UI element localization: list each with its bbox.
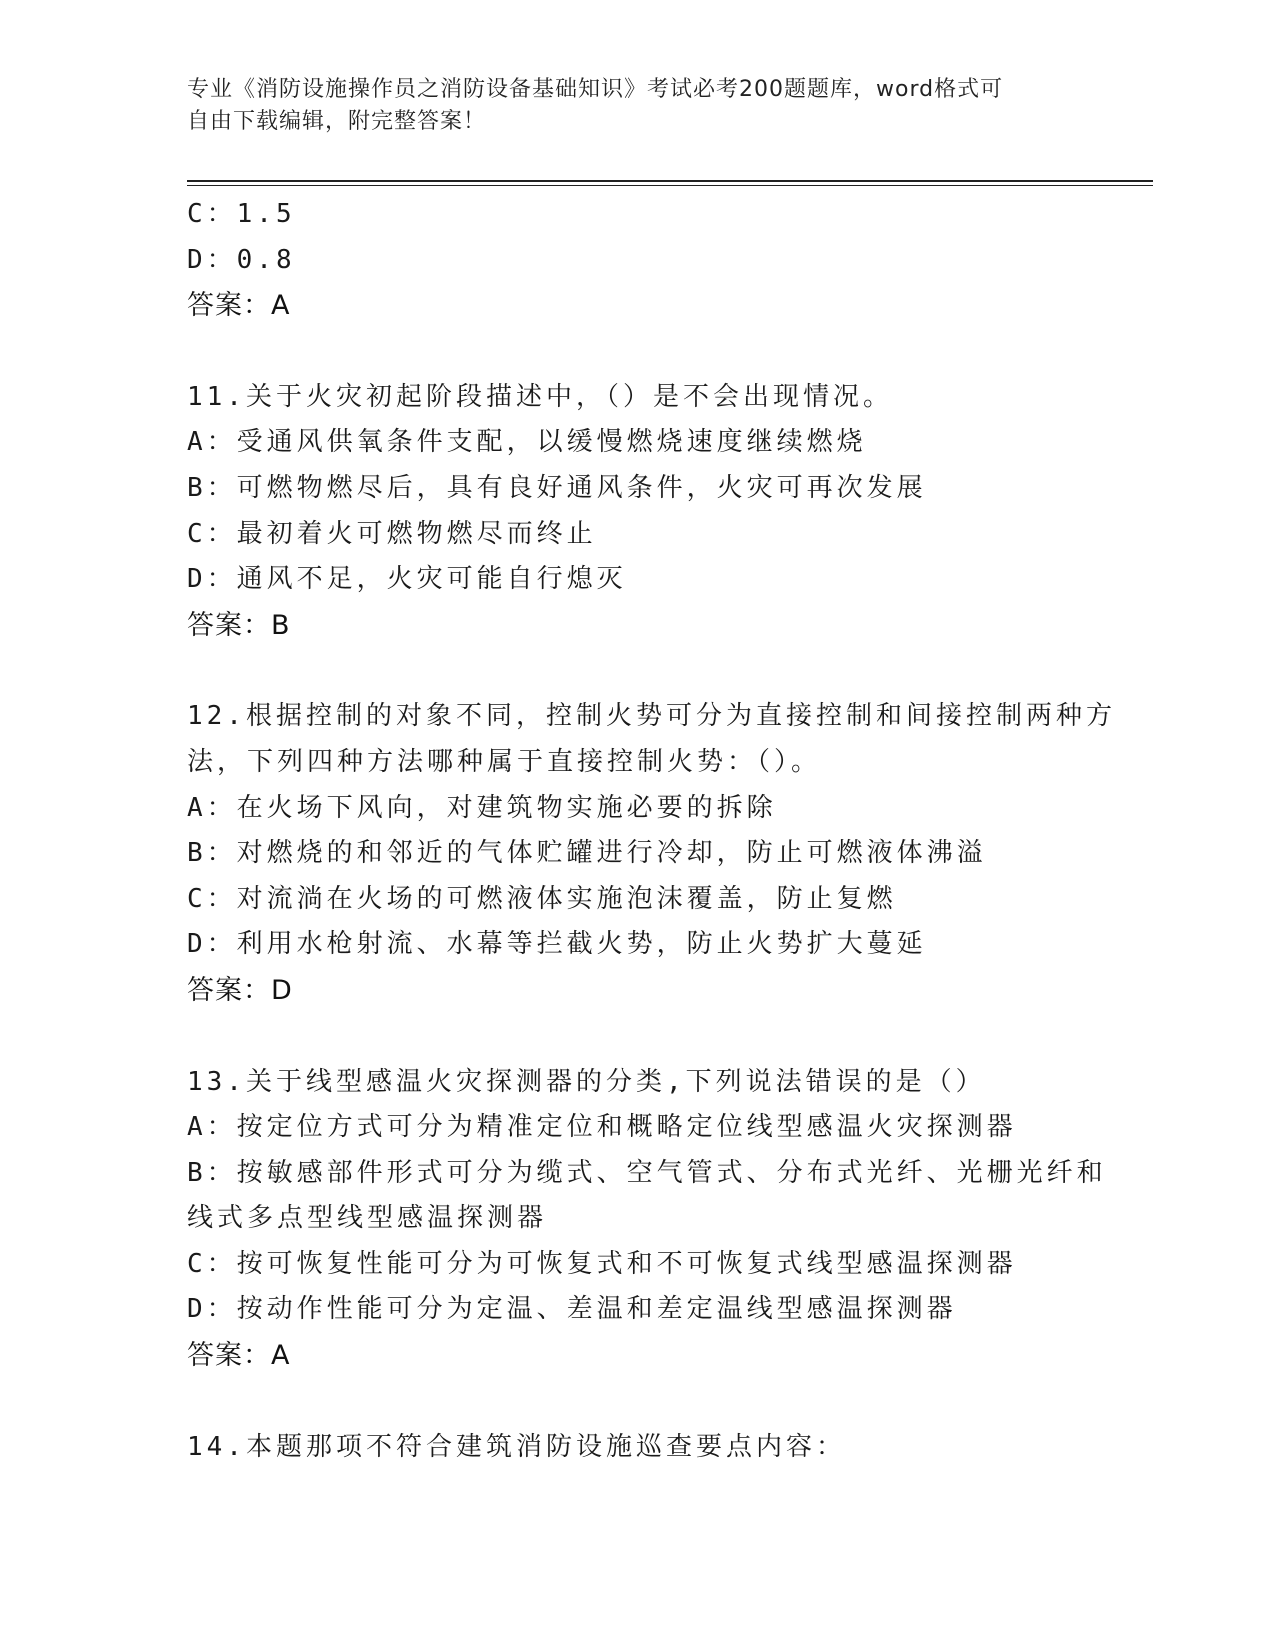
option-c: C：对流淌在火场的可燃液体实施泡沫覆盖，防止复燃 [187,883,897,914]
option-d: D：0.8 [187,244,296,275]
question-stem: 13.关于线型感温火灾探测器的分类,下列说法错误的是（） [187,1066,986,1097]
option-a: A：按定位方式可分为精准定位和概略定位线型感温火灾探测器 [187,1112,1017,1143]
option-a: A：受通风供氧条件支配，以缓慢燃烧速度继续燃烧 [187,427,867,458]
option-c: C：最初着火可燃物燃尽而终止 [187,518,597,549]
option-b: B：对燃烧的和邻近的气体贮罐进行冷却，防止可燃液体沸溢 [187,838,987,869]
answer-line: 答案：B [187,609,291,641]
question-stem: 11.关于火灾初起阶段描述中，（）是不会出现情况。 [187,381,893,412]
option-b-cont: 线式多点型线型感温探测器 [187,1203,548,1234]
option-d: D：通风不足，火灾可能自行熄灭 [187,564,627,595]
answer-line: 答案：D [187,974,293,1006]
document-header [187,74,1077,138]
option-c: C：按可恢复性能可分为可恢复式和不可恢复式线型感温探测器 [187,1248,1017,1279]
question-12 [187,694,1116,1013]
previous-question-tail [187,192,1087,329]
answer-line: 答案：A [187,1340,291,1372]
question-stem-cont: 法，下列四种方法哪种属于直接控制火势：（）。 [187,746,822,777]
option-c: C：1.5 [187,199,296,229]
answer-line: 答案：A [187,290,291,322]
option-b: B：可燃物燃尽后，具有良好通风条件，火灾可再次发展 [187,472,927,503]
question-list [187,192,1116,1470]
option-b: B：按敏感部件形式可分为缆式、空气管式、分布式光纤、光栅光纤和 [187,1157,1107,1188]
option-a: A：在火场下风向，对建筑物实施必要的拆除 [187,792,777,823]
option-d: D：按动作性能可分为定温、差温和差定温线型感温探测器 [187,1294,957,1325]
header-line-2: 自由下载编辑，附完整答案！ [187,109,487,134]
question-13 [187,1060,1107,1379]
question-14 [187,1425,1087,1471]
option-d: D：利用水枪射流、水幕等拦截火势，防止火势扩大蔓延 [187,929,927,960]
question-stem: 12.根据控制的对象不同，控制火势可分为直接控制和间接控制两种方 [187,701,1116,732]
question-stem: 14.本题那项不符合建筑消防设施巡查要点内容： [187,1431,846,1462]
question-11 [187,375,1087,649]
header-line-1: 专业《消防设施操作员之消防设备基础知识》考试必考200题题库，word格式可 [187,77,1004,102]
header-rule-thin [187,185,1153,186]
header-rule [187,180,1153,182]
